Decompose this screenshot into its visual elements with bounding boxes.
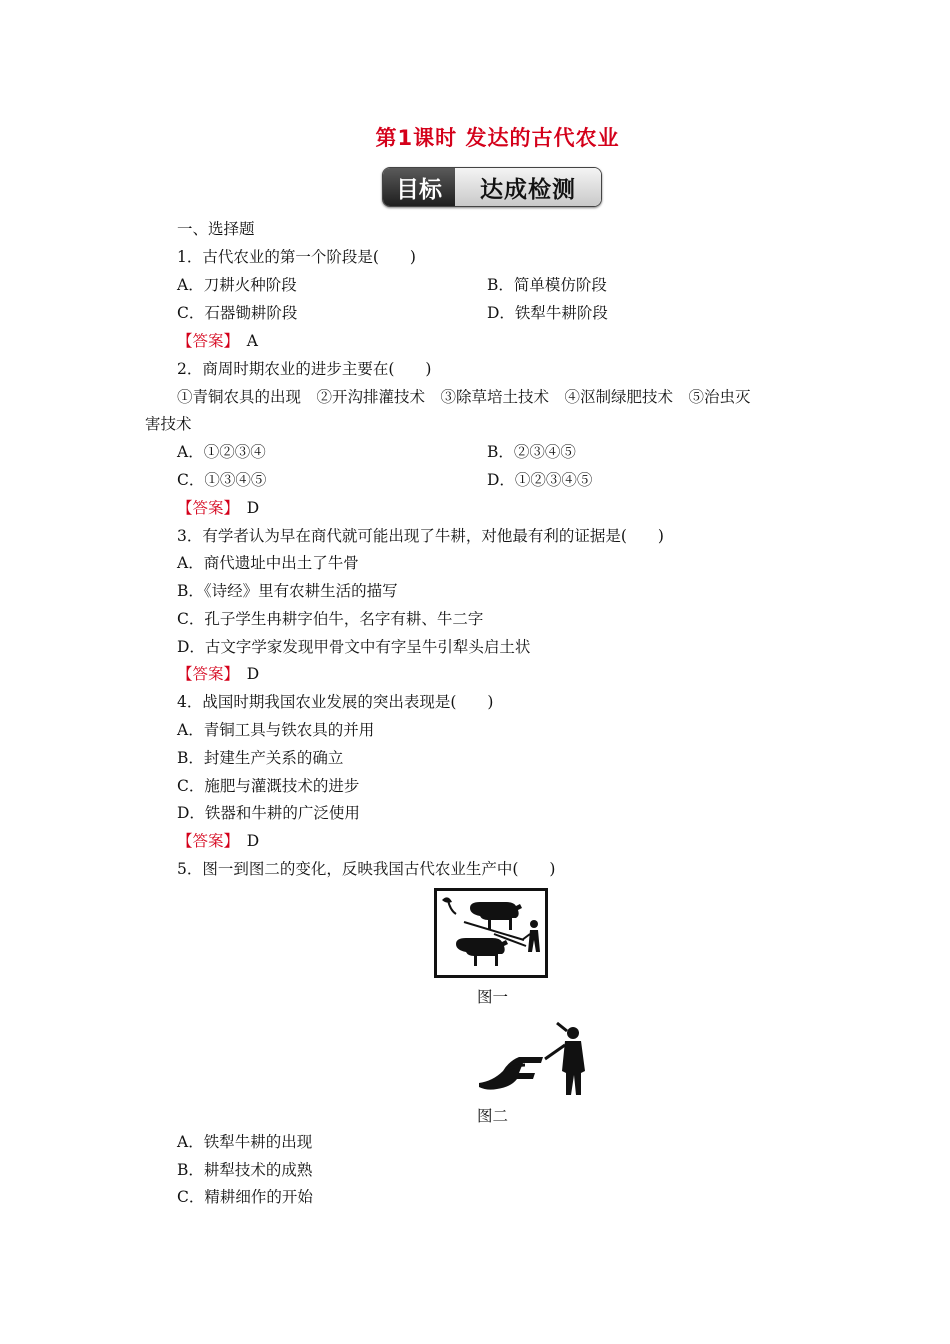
q1-option-b: B．简单模仿阶段 bbox=[487, 276, 607, 294]
q3-option-c: C．孔子学生冉耕字伯牛，名字有耕、牛二字 bbox=[177, 610, 484, 628]
q3-option-b: B．《诗经》里有农耕生活的描写 bbox=[177, 582, 398, 600]
q3-answer bbox=[177, 664, 259, 684]
figure-two-plough-man bbox=[475, 1013, 595, 1097]
banner-left-label: 目标 bbox=[383, 168, 455, 206]
q2-items-line2: 害技术 bbox=[145, 415, 192, 433]
q4-option-c: C．施肥与灌溉技术的进步 bbox=[177, 777, 360, 795]
q5-stem: 5．图一到图二的变化，反映我国古代农业生产中( ) bbox=[177, 860, 556, 878]
answer-label: 【答案】 bbox=[177, 665, 232, 683]
q3-option-a: A．商代遗址中出土了牛骨 bbox=[177, 554, 359, 572]
banner-right-label: 达成检测 bbox=[455, 168, 601, 206]
q2-option-d: D．①②③④⑤ bbox=[487, 471, 593, 489]
q2-option-a: A．①②③④ bbox=[177, 443, 266, 461]
figure-one-caption: 图一 bbox=[477, 988, 509, 1006]
q1-option-c: C．石器锄耕阶段 bbox=[177, 304, 298, 322]
q4-option-b: B．封建生产关系的确立 bbox=[177, 749, 344, 767]
section-heading: 一、选择题 bbox=[177, 220, 255, 238]
q2-items-line1: ①青铜农具的出现 ②开沟排灌技术 ③除草培土技术 ④沤制绿肥技术 ⑤治虫灭 bbox=[177, 388, 751, 406]
answer-value: D bbox=[246, 832, 260, 850]
q4-option-d: D．铁器和牛耕的广泛使用 bbox=[177, 804, 360, 822]
section-banner bbox=[382, 167, 602, 207]
q2-option-c: C．①③④⑤ bbox=[177, 471, 267, 489]
q1-option-a: A．刀耕火种阶段 bbox=[177, 276, 297, 294]
figure-two-caption: 图二 bbox=[477, 1107, 509, 1125]
q4-option-a: A．青铜工具与铁农具的并用 bbox=[177, 721, 375, 739]
q2-option-b: B．②③④⑤ bbox=[487, 443, 576, 461]
q3-option-d: D．古文字学家发现甲骨文中有字呈牛引犁头启土状 bbox=[177, 638, 531, 656]
answer-value: D bbox=[246, 665, 260, 683]
answer-label: 【答案】 bbox=[177, 332, 232, 350]
q3-stem: 3．有学者认为早在商代就可能出现了牛耕，对他最有利的证据是( ) bbox=[177, 527, 664, 545]
q2-answer bbox=[177, 498, 259, 518]
answer-value: A bbox=[246, 332, 258, 350]
answer-label: 【答案】 bbox=[177, 832, 232, 850]
answer-value: D bbox=[246, 499, 260, 517]
q5-option-c: C．精耕细作的开始 bbox=[177, 1188, 313, 1206]
answer-label: 【答案】 bbox=[177, 499, 232, 517]
figure-one-ox-ploughing bbox=[434, 888, 548, 978]
q5-option-b: B．耕犁技术的成熟 bbox=[177, 1161, 313, 1179]
q5-option-a: A．铁犁牛耕的出现 bbox=[177, 1133, 313, 1151]
q1-stem: 1．古代农业的第一个阶段是( ) bbox=[177, 248, 416, 266]
q4-stem: 4．战国时期我国农业发展的突出表现是( ) bbox=[177, 693, 494, 711]
page-title: 第1课时 发达的古代农业 bbox=[375, 126, 620, 150]
q1-answer bbox=[177, 331, 258, 351]
q2-stem: 2．商周时期农业的进步主要在( ) bbox=[177, 360, 432, 378]
q4-answer bbox=[177, 831, 259, 851]
q1-option-d: D．铁犁牛耕阶段 bbox=[487, 304, 608, 322]
